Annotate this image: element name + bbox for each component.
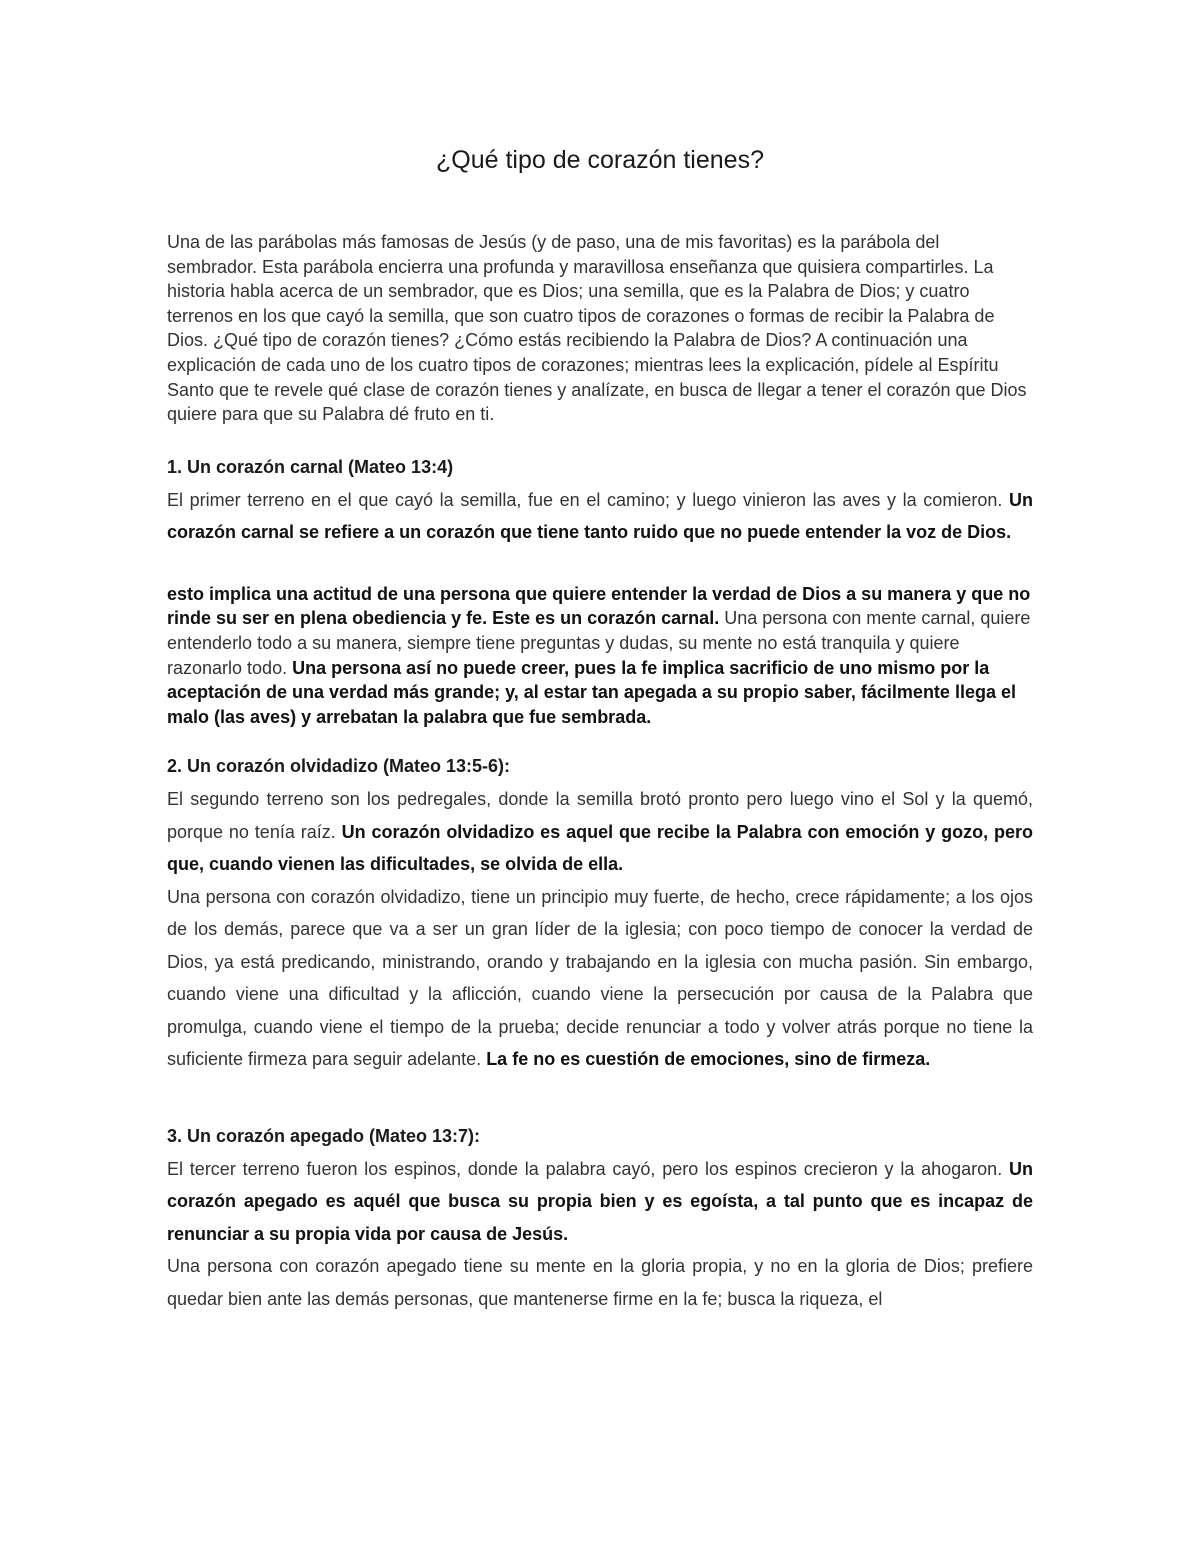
section-olvidadizo-paragraph-2 [167, 881, 1033, 1076]
olvidadizo-definition: Un corazón olvidadizo es aquel que recibe la Palabra con emoción y gozo, pero que, cuando vienen las dificultades, se olvida de ella. [167, 821, 1033, 875]
section-carnal-paragraph-1 [167, 484, 1033, 549]
carnal-mind-text: Una persona con mente carnal, quiere entenderlo todo a su manera, siempre tiene preguntas y dudas, su mente no está tranquila y quiere razonarlo todo. [167, 608, 1031, 678]
olvidadizo-description: Una persona con corazón olvidadizo, tiene un principio muy fuerte, de hecho, crece rápidamente; a los ojos de los demás, parece que va a ser un gran líder de la iglesia; con poco tiempo de conocer la verdad de Dios, ya está predicando, ministrando, orando y trabajando en la iglesia con mucha pasión. Sin embargo, cuando viene una dificultad y la aflicción, cuando viene la persecución por causa de la Palabra que promulga, cuando viene el tiempo de la prueba; decide renunciar a todo y volver atrás porque no tiene la suficiente firmeza para seguir adelante. [167, 886, 1033, 1070]
document-title: ¿Qué tipo de corazón tienes? [436, 146, 764, 174]
section-heading-apegado: 3. Un corazón apegado (Mateo 13:7): [167, 1125, 481, 1146]
olvidadizo-conclusion: La fe no es cuestión de emociones, sino de firmeza. [486, 1049, 931, 1070]
carnal-conclusion: Una persona así no puede creer, pues la fe implica sacrificio de uno mismo por la aceptación de una verdad más grande; y, al estar tan apegada a su propio saber, fácilmente llega el malo (las aves) y arrebatan la palabra que fue sembrada. [167, 657, 1016, 727]
carnal-intro-text: El primer terreno en el que cayó la semilla, fue en el camino; y luego vinieron las aves y la comieron. [167, 489, 1009, 510]
section-heading-carnal: 1. Un corazón carnal (Mateo 13:4) [167, 456, 454, 477]
carnal-attitude: esto implica una actitud de una persona que quiere entender la verdad de Dios a su manera y que no rinde su ser en plena obediencia y fe. Este es un corazón carnal. [167, 583, 1031, 629]
apegado-intro-text: El tercer terreno fueron los espinos, donde la palabra cayó, pero los espinos crecieron y la ahogaron. [167, 1158, 1009, 1179]
section-heading-olvidadizo: 2. Un corazón olvidadizo (Mateo 13:5-6): [167, 756, 511, 777]
intro-paragraph: Una de las parábolas más famosas de Jesús (y de paso, una de mis favoritas) es la parábola del sembrador. Esta parábola encierra una profunda y maravillosa enseñanza que quisiera compartirles. La historia habla acerca de un sembrador, que es Dios; una semilla, que es la Palabra de Dios; y cuatro terrenos en los que cayó la semilla, que son cuatro tipos de corazones o formas de recibir la Palabra de Dios. ¿Qué tipo de corazón tienes? ¿Cómo estás recibiendo la Palabra de Dios? A continuación una explicación de cada uno de los cuatro tipos de corazones; mientras lees la explicación, pídele al Espíritu Santo que te revele qué clase de corazón tienes y analízate, en busca de llegar a tener el corazón que Dios quiere para que su Palabra dé fruto en ti. [167, 232, 1027, 425]
carnal-definition: Un corazón carnal se refiere a un corazón que tiene tanto ruido que no puede entender la voz de Dios. [167, 489, 1033, 543]
document-body [167, 140, 1033, 1315]
section-carnal-paragraph-2 [167, 582, 1033, 730]
section-olvidadizo-paragraph-1 [167, 783, 1033, 881]
section-apegado-paragraph-1 [167, 1153, 1033, 1251]
olvidadizo-intro-text: El segundo terreno son los pedregales, donde la semilla brotó pronto pero luego vino el Sol y la quemó, porque no tenía raíz. [167, 789, 1033, 842]
section-apegado-paragraph-2: Una persona con corazón apegado tiene su mente en la gloria propia, y no en la gloria de Dios; prefiere quedar bien ante las demás personas, que mantenerse firme en la fe; busca la riqueza, el [167, 1256, 1033, 1309]
apegado-definition: Un corazón apegado es aquél que busca su propia bien y es egoísta, a tal punto que es incapaz de renunciar a su propia vida por causa de Jesús. [167, 1158, 1033, 1244]
